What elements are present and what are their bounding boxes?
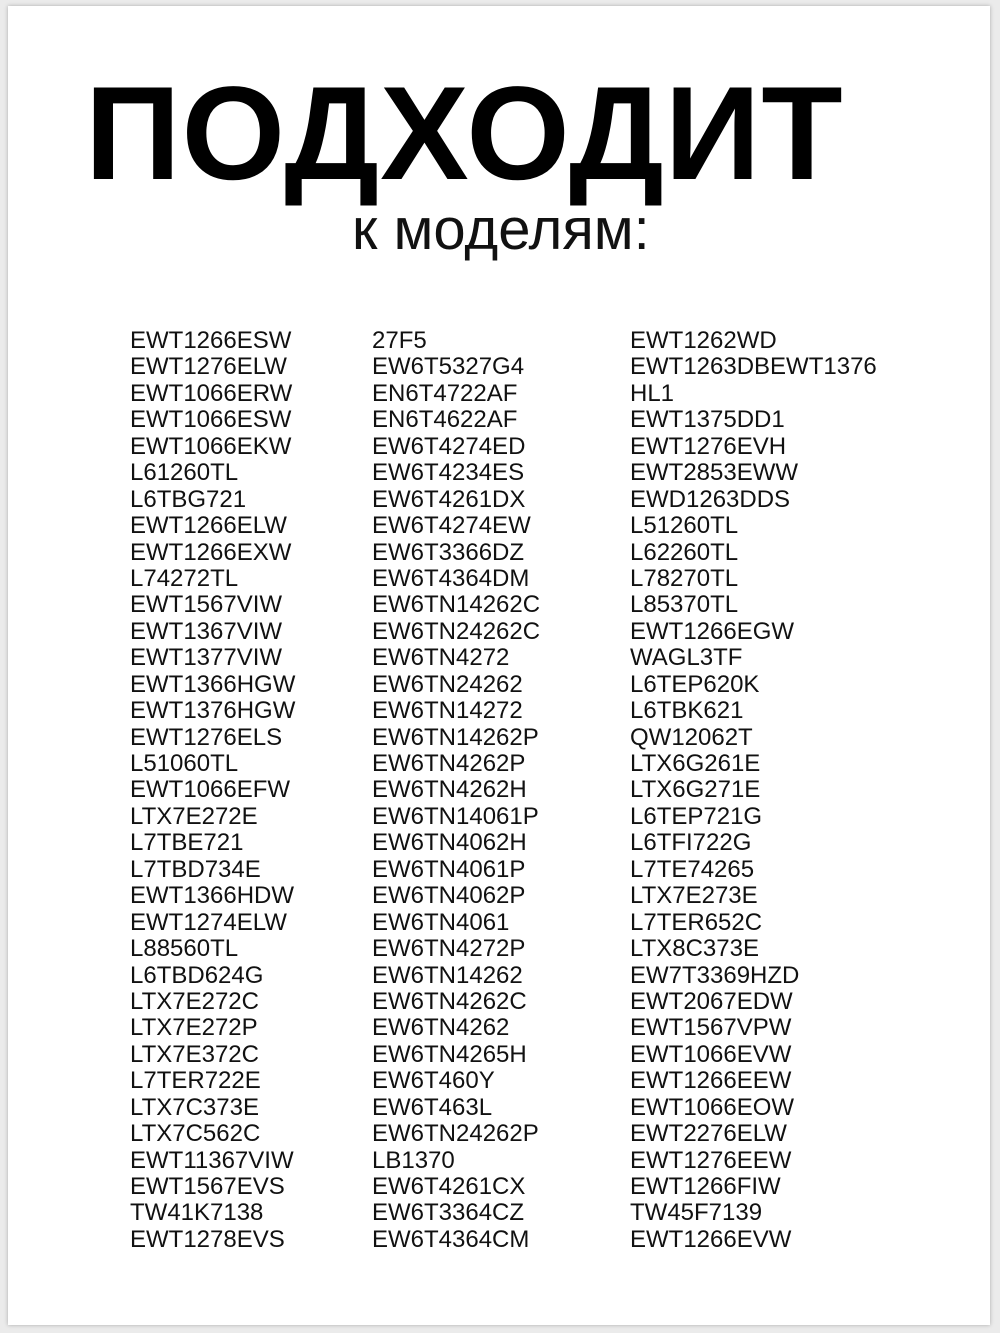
model-item: EW6TN4061 (372, 908, 510, 936)
model-item: EWD1263DDS (630, 485, 791, 513)
model-item: EW6TN14061P (372, 802, 539, 830)
model-list-column-1 (130, 328, 295, 1253)
model-item: EWT1276ELS (130, 723, 283, 751)
model-item: L62260TL (630, 538, 739, 566)
model-item: EWT1274ELW (130, 908, 287, 936)
model-item: EWT1266EGW (630, 617, 795, 645)
model-item: L85370TL (630, 591, 739, 619)
model-item: EW6TN4272P (372, 935, 526, 963)
model-item: L6TFI722G (630, 829, 752, 857)
model-item: EWT1262WD (630, 327, 777, 354)
model-item: EW6TN4262C (372, 987, 527, 1015)
model-item: EW7T3369HZD (630, 961, 800, 989)
model-list-column-3 (630, 328, 877, 1253)
model-item: EW6TN4262P (372, 750, 526, 777)
model-item: EW6TN14262C (372, 591, 541, 619)
model-item: EW6T3366DZ (372, 538, 525, 566)
model-item: LTX6G261E (630, 750, 761, 777)
model-item: L61260TL (130, 459, 239, 487)
model-item: EW6TN4272 (372, 644, 510, 672)
model-item: EW6T4364DM (372, 564, 530, 592)
model-item: EW6TN4265H (372, 1040, 527, 1068)
model-item: EW6TN14262P (372, 723, 539, 751)
model-item: L7TBE721 (130, 829, 244, 857)
model-item: EWT1263DBEWT1376 (630, 353, 877, 381)
model-item: EWT1276EVH (630, 432, 787, 460)
model-item: LTX8C373E (630, 935, 759, 963)
model-item: LB1370 (372, 1146, 455, 1174)
model-item: LTX7C562C (130, 1120, 261, 1148)
model-item: EW6T4274ED (372, 432, 526, 460)
model-item: LTX6G271E (630, 776, 761, 804)
model-item: TW45F7139 (630, 1199, 763, 1227)
model-item: EW6T4261DX (372, 485, 526, 513)
model-item: TW41K7138 (130, 1199, 264, 1227)
model-item: LTX7E272E (130, 802, 258, 830)
model-item: L6TEP620K (630, 670, 760, 698)
model-item: WAGL3TF (630, 644, 743, 672)
model-item: EWT1567VPW (630, 1014, 792, 1042)
model-item: EW6TN24262C (372, 617, 541, 645)
model-item: EWT1066ESW (130, 406, 292, 434)
model-item: LTX7E273E (630, 882, 758, 910)
model-item: L7TER722E (130, 1067, 261, 1095)
model-item: L6TEP721G (630, 802, 763, 830)
model-item: L7TER652C (630, 908, 763, 936)
model-item: L51260TL (630, 512, 739, 540)
model-item: EWT1567EVS (130, 1173, 285, 1200)
page-title: ПОДХОДИТ (85, 60, 844, 208)
model-item: EWT1375DD1 (630, 406, 785, 434)
model-item: EWT1278EVS (130, 1225, 285, 1253)
model-item: EWT1266EXW (130, 538, 292, 566)
model-item: EWT1276ELW (130, 353, 287, 381)
model-item: EWT2067EDW (630, 987, 793, 1015)
model-item: HL1 (630, 379, 675, 407)
model-item: EN6T4622AF (372, 406, 518, 434)
model-item: LTX7C373E (130, 1093, 259, 1121)
model-item: EW6T3364CZ (372, 1199, 525, 1227)
model-item: EWT1266EEW (630, 1067, 792, 1095)
model-item: EW6TN4262H (372, 776, 527, 804)
model-item: EW6TN14262 (372, 961, 523, 989)
model-item: EW6T4234ES (372, 459, 525, 487)
model-item: EWT1066EKW (130, 432, 292, 460)
model-item: L6TBK621 (630, 697, 744, 725)
model-item: EWT1376HGW (130, 697, 296, 725)
model-item: EWT1266ESW (130, 327, 292, 354)
model-item: EW6T5327G4 (372, 353, 525, 381)
model-item: EW6T460Y (372, 1067, 495, 1095)
model-item: EW6TN14272 (372, 697, 523, 725)
model-item: EW6TN4262 (372, 1014, 510, 1042)
model-item: EWT1366HGW (130, 670, 296, 698)
model-item: EWT1366HDW (130, 882, 295, 910)
model-item: EW6T4274EW (372, 512, 531, 540)
model-list-column-2 (372, 328, 540, 1253)
model-item: LTX7E272P (130, 1014, 258, 1042)
model-item: EWT1276EEW (630, 1146, 792, 1174)
model-item: LTX7E372C (130, 1040, 259, 1068)
model-item: EW6T463L (372, 1093, 493, 1121)
model-item: L6TBD624G (130, 961, 264, 989)
model-item: EWT1066EVW (630, 1040, 792, 1068)
model-item: EWT11367VIW (130, 1146, 294, 1174)
model-item: EWT2853EWW (630, 459, 799, 487)
model-item: EWT1066EFW (130, 776, 291, 804)
model-item: L51060TL (130, 750, 239, 777)
model-item: L88560TL (130, 935, 239, 963)
compatibility-card (8, 6, 990, 1325)
model-item: EW6TN4061P (372, 855, 526, 883)
model-item: EW6TN24262 (372, 670, 523, 698)
model-item: EWT1567VIW (130, 591, 283, 619)
model-item: EWT1066EOW (630, 1093, 795, 1121)
model-item: L7TE74265 (630, 855, 755, 883)
model-item: EW6TN24262P (372, 1120, 539, 1148)
model-item: EN6T4722AF (372, 379, 518, 407)
model-item: L78270TL (630, 564, 739, 592)
model-item: EWT1266ELW (130, 512, 287, 540)
model-item: EWT1266EVW (630, 1225, 792, 1253)
model-item: EWT1367VIW (130, 617, 283, 645)
model-item: L6TBG721 (130, 485, 247, 513)
model-item: EW6T4261CX (372, 1173, 526, 1200)
model-item: EWT1377VIW (130, 644, 283, 672)
model-item: EW6TN4062H (372, 829, 527, 857)
model-item: 27F5 (372, 327, 427, 354)
model-item: LTX7E272C (130, 987, 259, 1015)
model-item: L7TBD734E (130, 855, 261, 883)
model-item: L74272TL (130, 564, 239, 592)
model-item: EWT2276ELW (630, 1120, 787, 1148)
model-item: QW12062T (630, 723, 753, 751)
model-item: EWT1066ERW (130, 379, 293, 407)
model-item: EW6TN4062P (372, 882, 526, 910)
model-item: EWT1266FIW (630, 1173, 781, 1200)
model-item: EW6T4364CM (372, 1225, 530, 1253)
page-subtitle: к моделям: (352, 197, 650, 262)
